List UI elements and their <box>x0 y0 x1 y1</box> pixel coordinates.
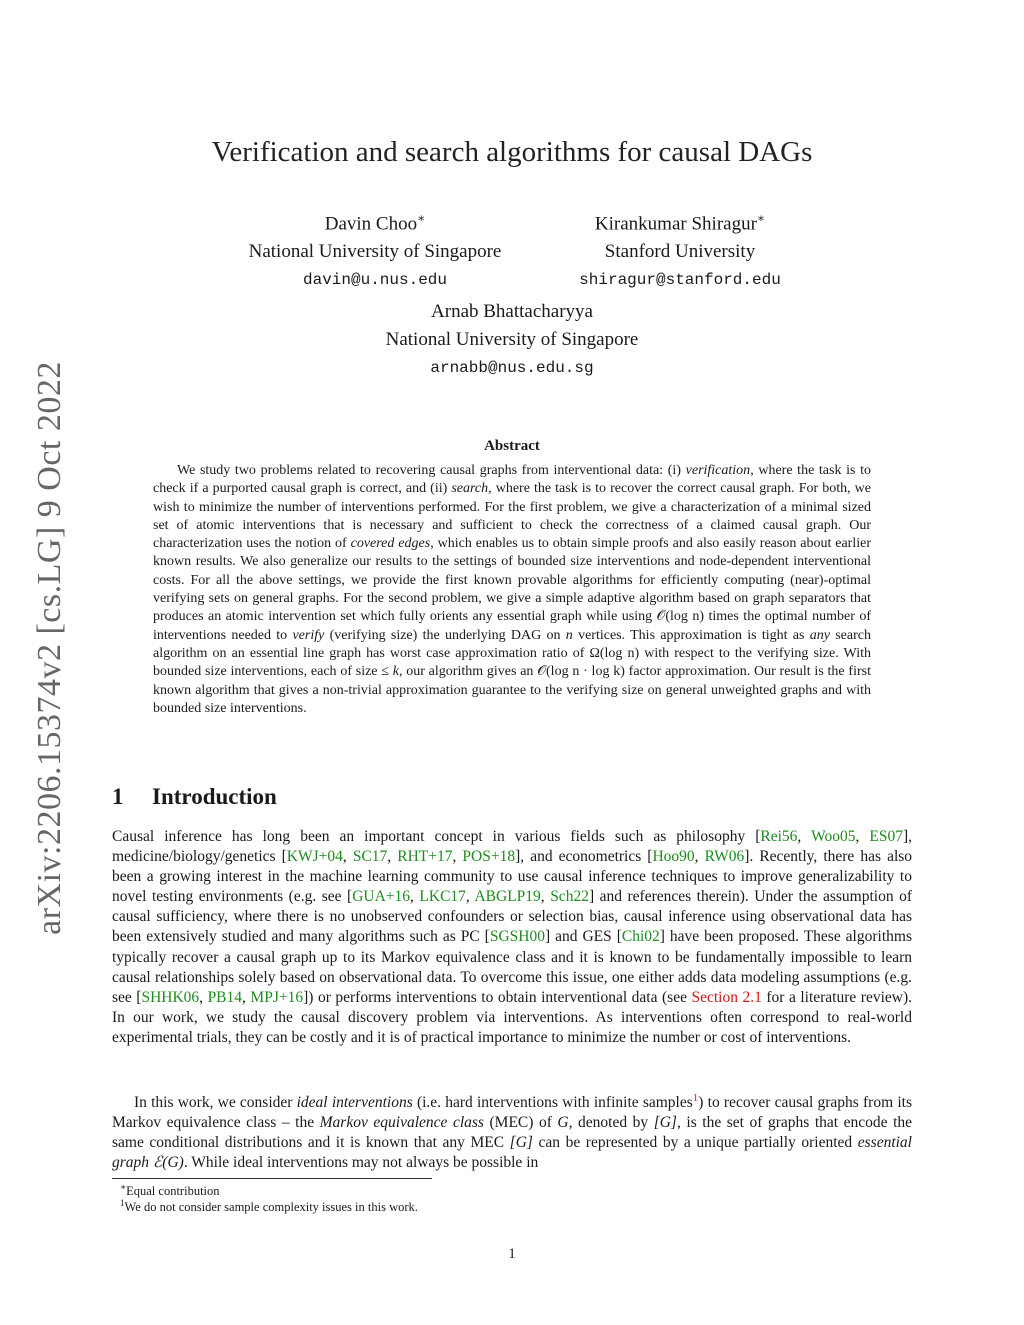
citation-link[interactable]: ABGLP19 <box>474 888 541 906</box>
citation-link[interactable]: POS+18 <box>462 848 516 866</box>
intro-paragraph: Causal inference has long been an important concept in various fields such as philosophy [Rei56, Woo05, ES07], medicine/biology/genetics [KWJ+04, SC17, RHT+17, POS+18], and econometrics [Hoo90, RW06]. Recently, there has also been a growing interest in the machine learning community to use causal inference techniques to improve generalizability to novel testing environments (e.g. see [GUA+16, LKC17, ABGLP19, Sch22] and references therein). Under the assumption of causal sufficiency, where there is no unobserved confounders or selection bias, causal inference using observational data has been extensively studied and many algorithms such as PC [SGSH00] and GES [Chi02] have been proposed. These algorithms typically recover a causal graph up to its Markov equivalence class and it is known to be fundamentally impossible to learn causal relationships solely based on observational data. To overcome this issue, one either adds data modeling assumptions (e.g. see [SHHK06, PB14, MPJ+16]) or performs interventions to obtain interventional data (see Section 2.1 for a literature review). In our work, we study the causal discovery problem via interventions. As interventions often correspond to real-world experimental trials, they can be costly and it is of practical importance to minimize the number or cost of interventions. <box>112 828 913 1046</box>
author-email[interactable]: davin@u.nus.edu <box>302 271 448 290</box>
footnote: $^1$We do not consider sample complexity issues in this work. <box>120 1198 418 1215</box>
author-block <box>220 204 530 294</box>
author-name: Davin Choo∗ <box>324 211 426 235</box>
citation-link[interactable]: RHT+17 <box>397 848 453 866</box>
author-block <box>312 298 712 382</box>
footnote-link[interactable]: 1 <box>692 1092 699 1104</box>
intro-paragraph: In this work, we consider ideal interventions (i.e. hard interventions with infinite samples$^1$) to recover causal graphs from its Markov equivalence class – the Markov equivalence class (MEC) of G, denoted by [G], is the set of graphs that encode the same conditional distributions and it is known that any MEC [G] can be represented by a unique partially oriented essential graph ℰ(G). While ideal interventions may not always be possible in <box>112 1092 913 1172</box>
page-number: 1 <box>508 1246 516 1262</box>
footnote-divider <box>112 1178 432 1179</box>
citation-link[interactable]: SGSH00 <box>489 928 545 946</box>
citation-link[interactable]: KWJ+04 <box>286 848 343 866</box>
author-block <box>560 204 800 294</box>
author-name: Arnab Bhattacharyya <box>431 301 593 322</box>
footnote: ∗Equal contribution <box>120 1182 220 1199</box>
author-affiliation: National University of Singapore <box>248 241 502 263</box>
citation-link[interactable]: SHHK06 <box>141 988 200 1006</box>
citation-link[interactable]: Hoo90 <box>652 848 695 866</box>
citation-link[interactable]: Sch22 <box>550 888 589 906</box>
author-email[interactable]: arnabb@nus.edu.sg <box>430 359 594 377</box>
section-link[interactable]: Section 2.1 <box>691 988 762 1006</box>
citation-link[interactable]: ES07 <box>869 828 903 845</box>
author-affiliation: Stanford University <box>604 241 756 263</box>
citation-link[interactable]: PB14 <box>207 988 243 1006</box>
abstract-body: We study two problems related to recovering causal graphs from interventional data: (i) verification, where the task is to check if a purported causal graph is correct, and (ii) search, where the task is to recover the correct causal graph. For both, we wish to minimize the number of interventions performed. For the first problem, we give a characterization of a minimal sized set of atomic interventions that is necessary and sufficient to check the correctness of a claimed causal graph. Our characterization uses the notion of covered edges, which enables us to obtain simple proofs and also easily reason about earlier known results. We also generalize our results to the settings of bounded size interventions and node-dependent interventional costs. For all the above settings, we provide the first known provable algorithms for efficiently computing (near)-optimal verifying sets on general graphs. For the second problem, we give a simple adaptive algorithm based on graph separators that produces an atomic intervention set which fully orients any essential graph while using 𝒪(log n) times the optimal number of interventions needed to verify (verifying size) the underlying DAG on n vertices. This approximation is tight as any search algorithm on an essential line graph has worst case approximation ratio of Ω(log n) with respect to the verifying size. With bounded size interventions, each of size ≤ k, our algorithm gives an 𝒪(log n · log k) factor approximation. Our result is the first known algorithm that gives a non-trivial approximation guarantee to the verifying size on general unweighted graphs and with bounded size interventions. <box>153 463 872 716</box>
section-heading: 1 Introduction <box>112 784 277 809</box>
author-affiliation: National University of Singapore <box>385 329 639 350</box>
author-email[interactable]: shiragur@stanford.edu <box>579 271 781 290</box>
citation-link[interactable]: SC17 <box>352 848 388 866</box>
citation-link[interactable]: RW06 <box>704 848 745 866</box>
citation-link[interactable]: MPJ+16 <box>250 988 304 1006</box>
abstract-heading: Abstract <box>484 438 540 454</box>
citation-link[interactable]: Woo05 <box>811 828 856 845</box>
author-name: Kirankumar Shiragur∗ <box>594 211 766 235</box>
citation-link[interactable]: Chi02 <box>621 928 660 946</box>
citation-link[interactable]: Rei56 <box>760 828 798 845</box>
citation-link[interactable]: LKC17 <box>419 888 466 906</box>
paper-title: Verification and search algorithms for causal DAGs <box>211 136 813 168</box>
citation-link[interactable]: GUA+16 <box>352 888 411 906</box>
